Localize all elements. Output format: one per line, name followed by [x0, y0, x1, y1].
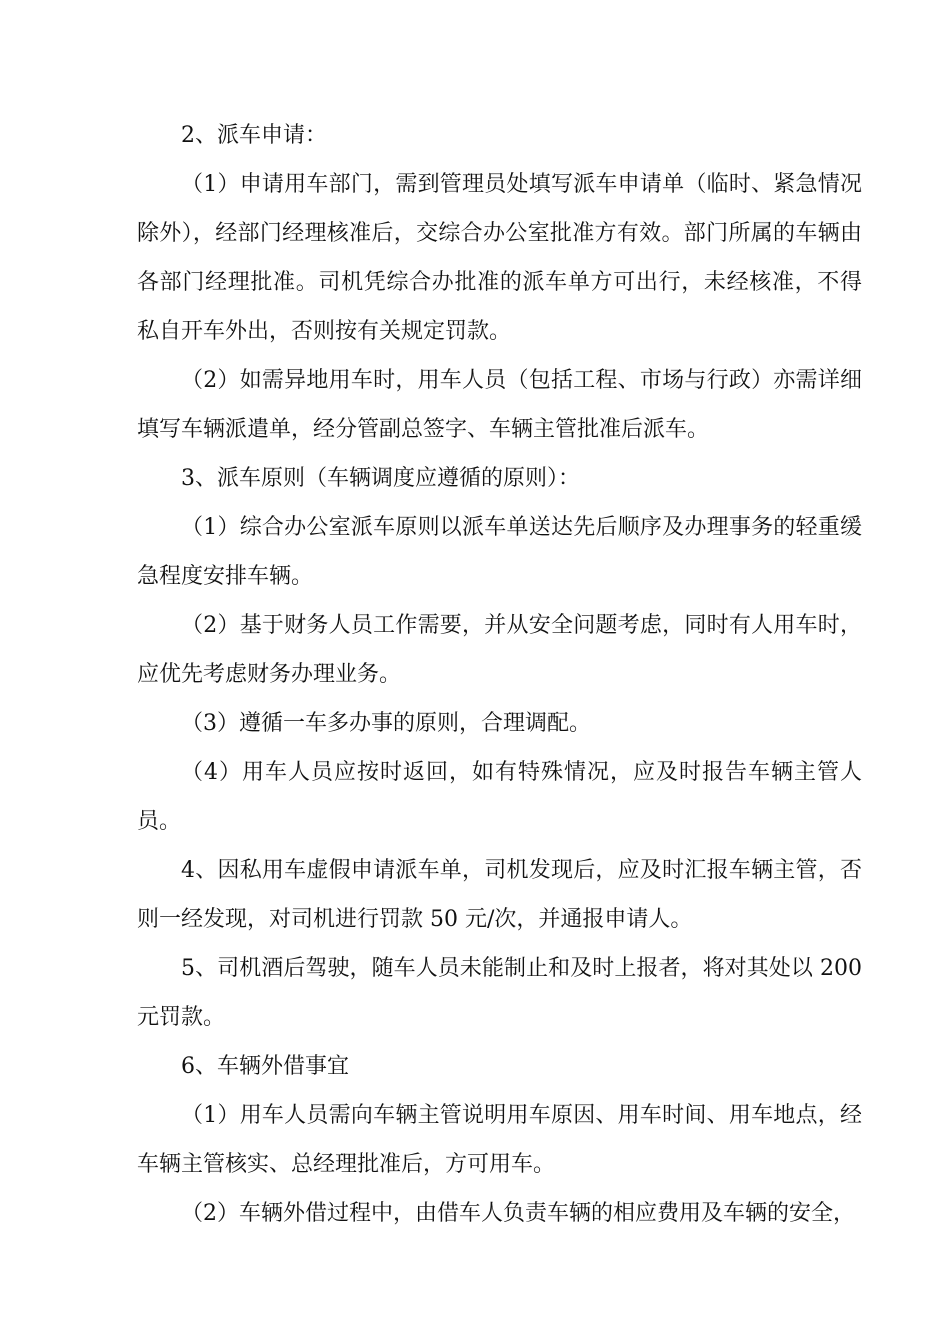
- paragraph-lending-rule-2: （2）车辆外借过程中，由借车人负责车辆的相应费用及车辆的安全，: [181, 1201, 855, 1226]
- section-heading-vehicle-lending: 6、车辆外借事宜: [181, 1054, 349, 1079]
- paragraph-application-rule-2: （2）如需异地用车时，用车人员（包括工程、市场与行政）亦需详细填写车辆派遣单，经分管副总签字、车辆主管批准后派车。: [137, 368, 862, 442]
- paragraph-principle-2: （2）基于财务人员工作需要，并从安全问题考虑，同时有人用车时，应优先考虑财务办理业务。: [137, 613, 862, 687]
- paragraph-application-rule-1: （1）申请用车部门，需到管理员处填写派车申请单（临时、紧急情况除外），经部门经理核准后，交综合办公室批准方有效。部门所属的车辆由各部门经理批准。司机凭综合办批准的派车单方可出行，未经核准，不得私自开车外出，否则按有关规定罚款。: [137, 172, 862, 344]
- section-heading-dispatch-principles: 3、派车原则（车辆调度应遵循的原则）：: [181, 466, 580, 491]
- paragraph-lending-rule-1: （1）用车人员需向车辆主管说明用车原因、用车时间、用车地点，经车辆主管核实、总经理批准后，方可用车。: [137, 1103, 862, 1177]
- section-heading-dispatch-application: 2、派车申请：: [181, 123, 327, 148]
- paragraph-principle-3: （3）遵循一车多办事的原则，合理调配。: [181, 711, 591, 736]
- paragraph-principle-1: （1）综合办公室派车原则以派车单送达先后顺序及办理事务的轻重缓急程度安排车辆。: [137, 515, 862, 589]
- document-body: [137, 111, 862, 1238]
- paragraph-rule-drunk-driving: 5、司机酒后驾驶，随车人员未能制止和及时上报者，将对其处以 200 元罚款。: [137, 956, 862, 1030]
- paragraph-principle-4: （4）用车人员应按时返回，如有特殊情况，应及时报告车辆主管人员。: [137, 760, 862, 834]
- paragraph-rule-private-use: 4、因私用车虚假申请派车单，司机发现后，应及时汇报车辆主管，否则一经发现，对司机进行罚款 50 元/次，并通报申请人。: [137, 858, 862, 932]
